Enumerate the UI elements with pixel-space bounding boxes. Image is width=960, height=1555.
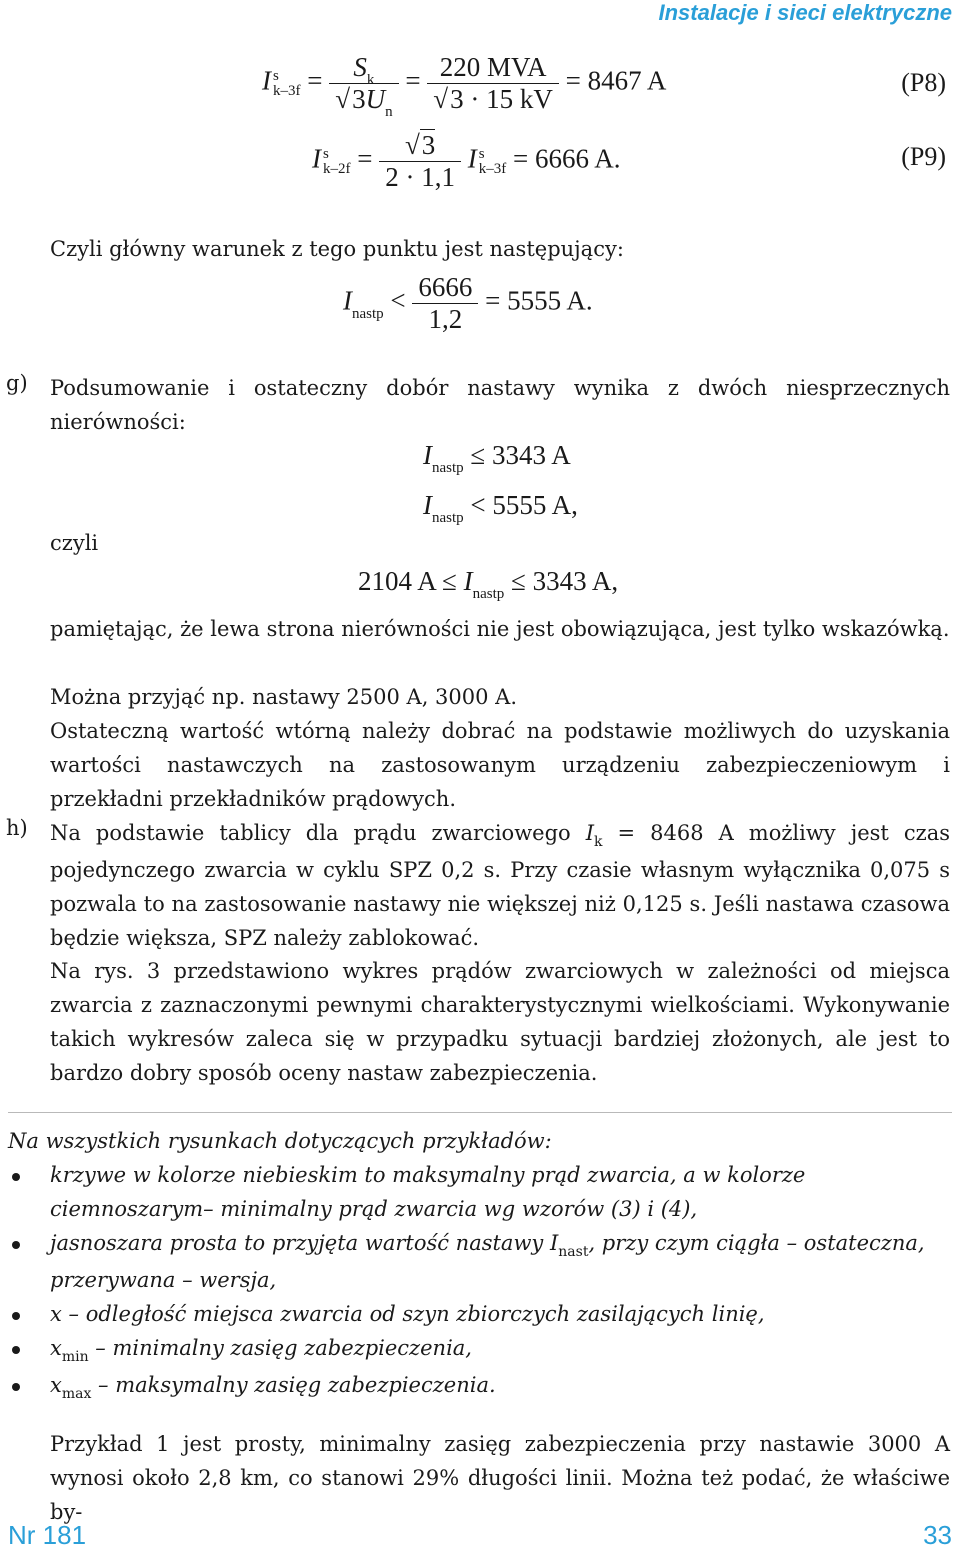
item-label-h: h) [6, 816, 28, 840]
inequality-3: 2104 $A \le I_{nastp} \le 3343$ A, [358, 566, 619, 602]
paragraph-h: Na podstawie tablicy dla prądu zwarciowego $I_k = 8468$ A możliwy jest czas pojedynczego zwarcia w cyklu SPZ 0,2 s. Przy czasie własnym wyłącznika 0,075 s pozwala to na zastosowanie nastawy nie większej niż 0,125 s. Jeśli nastawa czasowa będzie większa, SPZ należy zablokować. [50, 821, 950, 950]
list-item: krzywe w kolorze niebieskim to maksymalny prąd zwarcia, a w kolorze ciemnoszarym– minimalny prąd zwarcia wg wzorów (3) i (4), [8, 1158, 950, 1226]
issue-number: Nr 181 [8, 1520, 87, 1550]
list-item: $x_{min}$ – minimalny zasięg zabezpieczenia, [8, 1331, 950, 1368]
inequality-1: $I_{nastp} \le 3343$ A [423, 440, 571, 476]
list-item: $x_{max}$ – maksymalny zasięg zabezpieczenia. [8, 1368, 950, 1405]
czyli-text: czyli [50, 531, 99, 555]
formula-p8: I s k–3f = $\frac{S_k}{√3U_n}$ = $\frac{\text{220 MVA}}{√3 \cdot 15 kV}$ = 8467 A [262, 52, 667, 120]
list-item: jasnoszara prosta to przyjęta wartość nastawy $I_{nast}$, przy czym ciągła – ostateczna, przerywana – wersja, [8, 1226, 950, 1297]
bullet-icon [12, 1383, 20, 1391]
inequality-2: $I_{nastp} < 5555$ A, [423, 490, 578, 526]
paragraph-g: Podsumowanie i ostateczny dobór nastawy wynika z dwóch niesprzecznych nierówności: [50, 376, 950, 434]
legend-title: Na wszystkich rysunkach dotyczących przykładów: [8, 1129, 552, 1153]
paragraph-rys: Na rys. 3 przedstawiono wykres prądów zwarciowych w zależności od miejsca zwarcia z zaznaczonymi pewnymi charakterystycznymi wielkościami. Wykonywanie takich wykresów zaleca się w przypadku sytuacji bardziej złożonych, ale jest to bardzo dobry sposób oceny nastaw zabezpieczenia. [50, 959, 950, 1085]
section-header: Instalacje i sieci elektryczne [658, 0, 952, 25]
bullet-icon [12, 1173, 20, 1181]
formula-p9: I s k–2f = $\frac{√3}{2 \cdot 1,1}$ I s k–3f = 6666 A. [312, 130, 621, 192]
intro-text: Czyli główny warunek z tego punktu jest następujący: [50, 237, 624, 261]
equation-number-p8: (P8) [901, 68, 946, 97]
paragraph-mozna: Można przyjąć np. nastawy 2500 A, 3000 A. [50, 685, 518, 709]
equation-number-p9: (P9) [901, 142, 946, 171]
divider [8, 1112, 952, 1113]
bullet-icon [12, 1312, 20, 1320]
page-number: 33 [923, 1520, 952, 1550]
list-item: x – odległość miejsca zwarcia od szyn zbiorczych zasilających linię, [8, 1297, 950, 1331]
bullet-icon [12, 1346, 20, 1354]
paragraph-pamietajac: pamiętając, że lewa strona nierówności nie jest obowiązująca, jest tylko wskazówką. [50, 617, 950, 641]
legend-list [8, 1124, 950, 1405]
paragraph-ostateczna: Ostateczną wartość wtórną należy dobrać na podstawie możliwych do uzyskania wartości nastawczych na zastosowanym urządzeniu zabezpieczeniowym i przekładni przekładników prądowych. [50, 719, 950, 811]
formula-condition: $I_{nastp}$ < $\frac{6666}{1,2}$ = 5555 A. [343, 272, 593, 334]
paragraph-przyklad: Przykład 1 jest prosty, minimalny zasięg zabezpieczenia przy nastawie 3000 A wynosi około 2,8 km, co stanowi 29% długości linii. Można też podać, że właściwe by- [50, 1432, 950, 1524]
item-label-g: g) [6, 371, 28, 395]
bullet-icon [12, 1241, 20, 1249]
